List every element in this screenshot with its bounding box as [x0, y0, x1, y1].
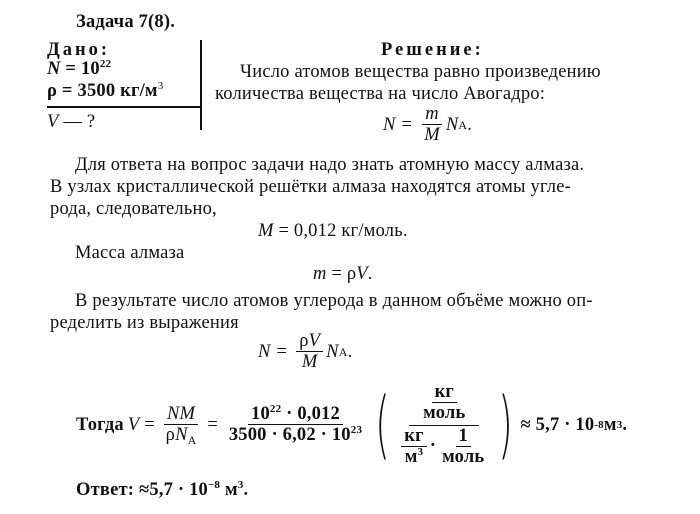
- answer: Ответ: $\approx 5,7 \cdot 10^{-8}$ $м^3$.: [76, 479, 249, 500]
- solution-header: Решение:: [381, 40, 484, 60]
- formula-n-rhoV-over-M: N = $\frac{\rho V}{M}$ N A .: [258, 331, 353, 373]
- right-paren: ): [498, 382, 514, 468]
- formula-final-volume: Тогда V = $\frac{NM}{\rho N_A}$ = $\frac{10^{22} \cdot 0,012}{3500 \cdot 6,02 \cdot 10^{23}}$ ( $\frac{кг}{\text{моль}}$ $\frac{кг}{м^3}$ · $\frac{1}{\text{моль}}$ ) ≈ 5,7 · 10 -8 м 3 .: [76, 381, 628, 468]
- units-fraction: $\frac{кг}{\text{моль}}$ $\frac{кг}{м^3}$ · $\frac{1}{\text{моль}}$: [395, 382, 493, 468]
- solution-p3: Масса алмаза: [75, 243, 185, 263]
- given-n: $N = 10^{22}$: [47, 58, 112, 79]
- given-find: V — ?: [47, 112, 96, 132]
- solution-p4-line1: В результате число атомов углерода в данном объёме можно оп-: [75, 291, 593, 311]
- solution-p2-line2: В узлах кристаллической решётки алмаза находятся атомы угле-: [50, 177, 571, 197]
- given-vertical-divider: [200, 40, 202, 130]
- formula-mass: m = ρV.: [313, 264, 373, 284]
- given-divider: [47, 106, 201, 108]
- solution-p1-line1: Число атомов вещества равно произведению: [240, 62, 601, 82]
- formula-n-m-over-M: N = $\frac{m}{M}$ N A .: [383, 104, 473, 146]
- solution-p1-line2: количества вещества на число Авогадро:: [215, 84, 546, 104]
- solution-p2-line3: рода, следовательно,: [50, 199, 217, 219]
- left-paren: (: [375, 382, 390, 468]
- problem-title: Задача 7(8).: [76, 12, 176, 32]
- solution-p4-line2: ределить из выражения: [50, 313, 239, 333]
- given-header: Дано:: [47, 40, 111, 60]
- given-rho: ρ = 3500 $кг/м^3$: [47, 80, 164, 101]
- solution-p2-line1: Для ответа на вопрос задачи надо знать атомную массу алмаза.: [75, 155, 585, 175]
- formula-molar-mass: M = 0,012 кг/моль.: [258, 221, 408, 241]
